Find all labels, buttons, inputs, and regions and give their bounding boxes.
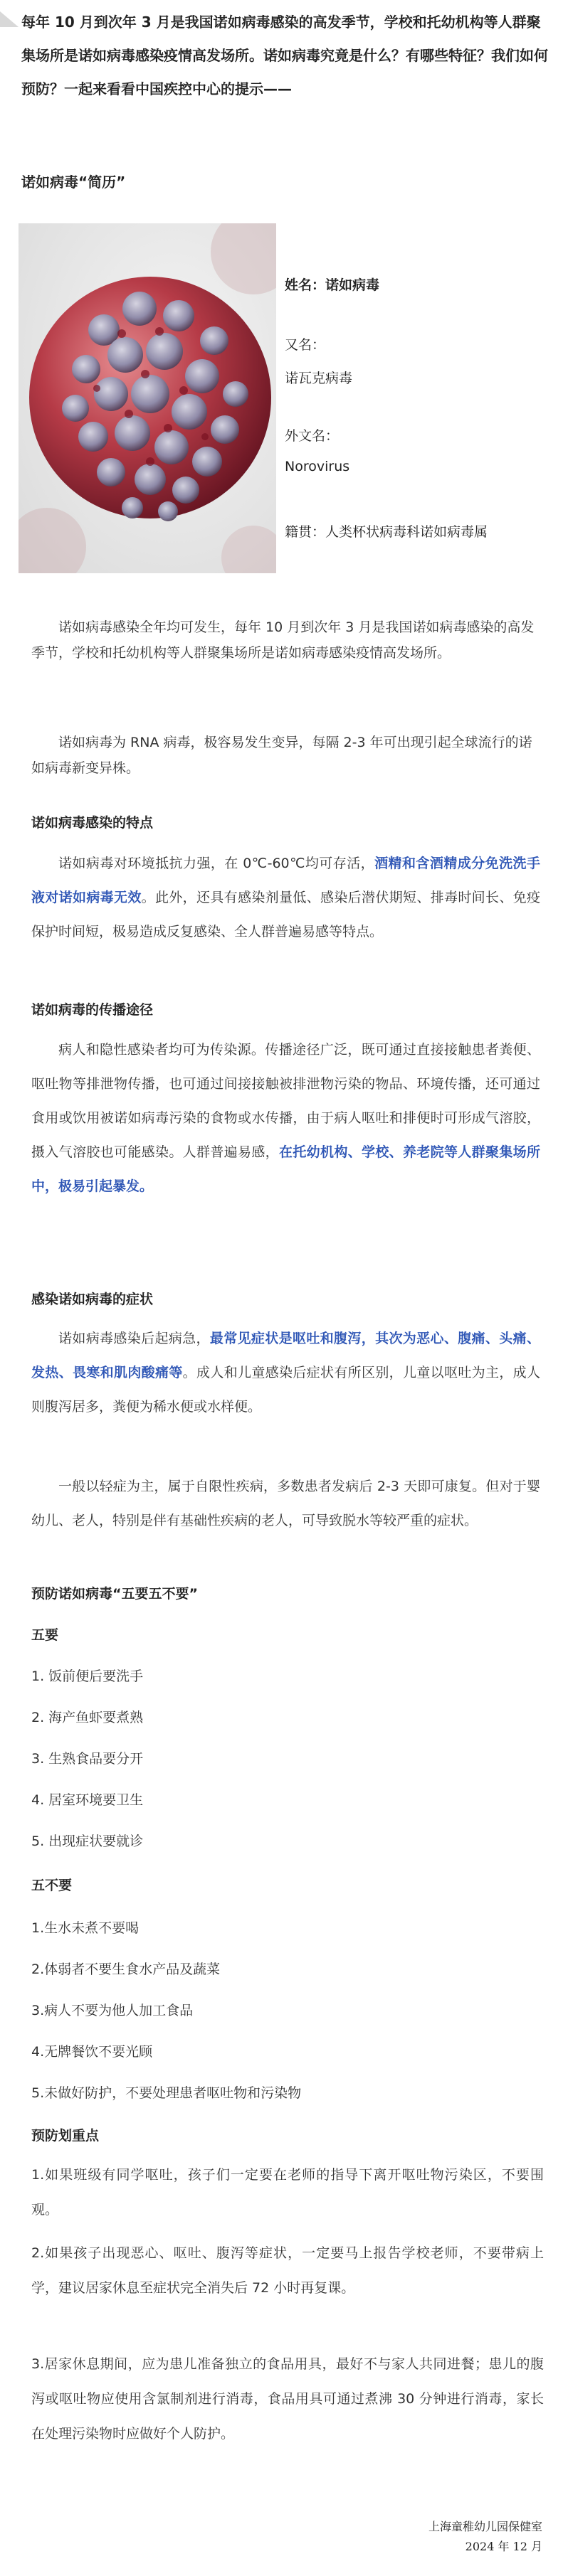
key-point-item: 1.如果班级有同学呕吐，孩子们一定要在老师的指导下离开呕吐物污染区，不要围观。 bbox=[31, 2167, 544, 2218]
transmission-paragraph bbox=[31, 1033, 540, 1203]
profile-origin: 籍贯：人类杯状病毒科诺如病毒属 bbox=[285, 524, 488, 540]
profile-foreign-label: 外文名： bbox=[285, 428, 340, 444]
dos-item: 1. 饭前便后要洗手 bbox=[31, 1668, 144, 1684]
intro-block bbox=[21, 6, 552, 106]
profile-alias-label: 又名： bbox=[285, 337, 326, 353]
symptoms-text-a: 诺如病毒感染后起病急， bbox=[58, 1331, 210, 1346]
symptoms-highlight: 最常见症状是呕吐和腹泻，其次为恶心、腹痛、头痛、发热、畏寒和肌肉酸痛等 bbox=[31, 1331, 540, 1380]
prevention-heading: 预防诺如病毒“五要五不要” bbox=[31, 1586, 198, 1602]
features-heading: 诺如病毒感染的特点 bbox=[31, 815, 154, 831]
symptoms-heading: 感染诺如病毒的症状 bbox=[31, 1292, 154, 1307]
symptoms-paragraph-2: 一般以轻症为主，属于自限性疾病，多数患者发病后 2-3 天即可康复。但对于婴幼儿、老人，特别是伴有基础性疾病的老人，可导致脱水等较严重的症状。 bbox=[31, 1479, 540, 1528]
transmission-heading: 诺如病毒的传播途径 bbox=[31, 1002, 154, 1018]
dos-heading: 五要 bbox=[31, 1627, 59, 1643]
intro-text: 每年 10 月到次年 3 月是我国诺如病毒感染的高发季节，学校和托幼机构等人群聚集场所是诺如病毒感染疫情高发场所。诺如病毒究竟是什么？有哪些特征？我们如何预防？一起来看看中国疾控中心的提示—— bbox=[21, 14, 548, 97]
features-paragraph bbox=[31, 846, 540, 949]
donts-item: 5.未做好防护，不要处理患者呕吐物和污染物 bbox=[31, 2085, 302, 2101]
overview-paragraph-2: 诺如病毒为 RNA 病毒，极容易发生变异，每隔 2-3 年可出现引起全球流行的诺如病毒新变异株。 bbox=[31, 735, 532, 776]
dos-item: 3. 生熟食品要分开 bbox=[31, 1751, 144, 1767]
dos-item: 5. 出现症状要就诊 bbox=[31, 1833, 144, 1849]
features-text-a: 诺如病毒对环境抵抗力强，在 0℃-60℃均可存活， bbox=[58, 856, 375, 871]
profile-alias-value: 诺瓦克病毒 bbox=[285, 371, 353, 386]
transmission-text-a: 病人和隐性感染者均可为传染源。传播途径广泛，既可通过直接接触患者粪便、呕吐物等排泄物传播，也可通过间接接触被排泄物污染的物品、环境传播，还可通过食用或饮用被诺如病毒污染的食物或水传播，由于病人呕吐和排便时可形成气溶胶，摄入气溶胶也可能感染。人群普遍易感， bbox=[31, 1042, 540, 1160]
footer-org: 上海童稚幼儿园保健室 bbox=[428, 2520, 542, 2533]
dos-item: 2. 海产鱼虾要煮熟 bbox=[31, 1710, 144, 1725]
features-text-b: 。此外，还具有感染剂量低、感染后潜伏期短、排毒时间长、免疫保护时间短，极易造成反复感染、全人群普遍易感等特点。 bbox=[31, 890, 540, 940]
profile-heading: 诺如病毒“简历” bbox=[21, 174, 126, 191]
donts-item: 1.生水未煮不要喝 bbox=[31, 1920, 140, 1936]
donts-item: 2.体弱者不要生食水产品及蔬菜 bbox=[31, 1962, 221, 1977]
corner-triangle-icon bbox=[0, 6, 19, 39]
symptoms-paragraph-1 bbox=[31, 1321, 540, 1424]
symptoms-text-b: 。成人和儿童感染后症状有所区别，儿童以呕吐为主，成人则腹泻居多，粪便为稀水便或水样便。 bbox=[31, 1365, 540, 1415]
profile-foreign-value: Norovirus bbox=[285, 459, 350, 474]
donts-item: 4.无牌餐饮不要光顾 bbox=[31, 2044, 153, 2060]
overview-paragraph-1: 诺如病毒感染全年均可发生，每年 10 月到次年 3 月是我国诺如病毒感染的高发季节，学校和托幼机构等人群聚集场所是诺如病毒感染疫情高发场所。 bbox=[31, 619, 535, 661]
donts-heading: 五不要 bbox=[31, 1878, 73, 1893]
key-point-item: 2.如果孩子出现恶心、呕吐、腹泻等症状，一定要马上报告学校老师，不要带病上学，建议居家休息至症状完全消失后 72 小时再复课。 bbox=[31, 2245, 544, 2296]
key-point-item: 3.居家休息期间，应为患儿准备独立的食品用具，最好不与家人共同进餐；患儿的腹泻或呕吐物应使用含氯制剂进行消毒，食品用具可通过煮沸 30 分钟进行消毒，家长在处理污染物时应做好个人防护。 bbox=[31, 2356, 544, 2442]
virus-photo bbox=[19, 223, 276, 573]
features-highlight: 酒精和含酒精成分免洗洗手液对诺如病毒无效 bbox=[31, 856, 540, 905]
transmission-highlight: 在托幼机构、学校、养老院等人群聚集场所中，极易引起暴发。 bbox=[31, 1144, 540, 1194]
footer-date: 2024 年 12 月 bbox=[465, 2540, 542, 2553]
key-points-heading: 预防划重点 bbox=[31, 2128, 100, 2144]
donts-item: 3.病人不要为他人加工食品 bbox=[31, 2003, 194, 2018]
profile-name: 姓名：诺如病毒 bbox=[285, 277, 380, 293]
dos-item: 4. 居室环境要卫生 bbox=[31, 1792, 144, 1808]
